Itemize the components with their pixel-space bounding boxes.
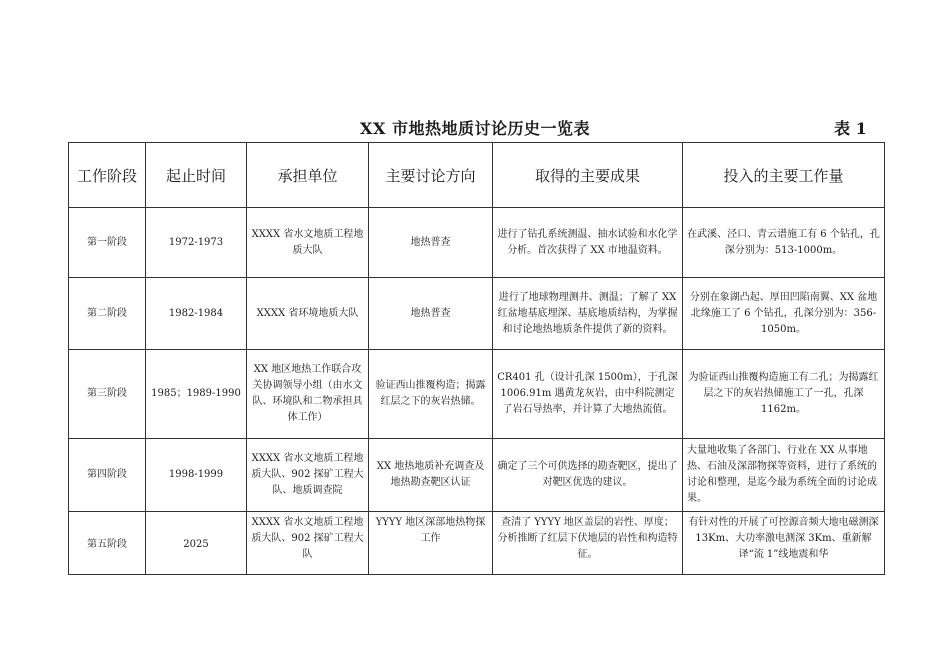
table-header-row (69, 143, 885, 208)
header-period: 起止时间 (146, 143, 247, 208)
document-title: XX 市地热地质讨论历史一览表 (360, 119, 590, 138)
cell-unit: XXXX 省水文地质工程地质大队、902 探矿工程大队 (247, 512, 369, 575)
header-workload: 投入的主要工作量 (683, 143, 885, 208)
cell-result: 进行了钻孔系统测温、抽水试验和水化学分析。首次获得了 XX 市地温资料。 (493, 208, 683, 278)
header-result: 取得的主要成果 (493, 143, 683, 208)
cell-period: 2025 (146, 512, 247, 575)
cell-result: 进行了地球物理测井、测温；了解了 XX 红盆地基底埋深、基底地质结构，为掌握和讨论地热地质条件提供了新的资料。 (493, 278, 683, 350)
cell-result: 查清了 YYYY 地区盖层的岩性、厚度；分析推断了红层下伏地层的岩性和构造特征。 (493, 512, 683, 575)
cell-direction: 地热普查 (369, 278, 493, 350)
cell-direction: 验证西山推覆构造；揭露红层之下的灰岩热储。 (369, 350, 493, 439)
cell-direction: YYYY 地区深部地热物探工作 (369, 512, 493, 575)
cell-stage: 第四阶段 (69, 439, 146, 512)
table-row (69, 350, 885, 439)
cell-result: 确定了三个可供选择的勘查靶区，提出了对靶区优选的建议。 (493, 439, 683, 512)
cell-result: CR401 孔（设计孔深 1500m），于孔深 1006.91m 遇黄龙灰岩，由中科院测定了岩石导热率，并计算了大地热流值。 (493, 350, 683, 439)
cell-period: 1985；1989-1990 (146, 350, 247, 439)
cell-period: 1972-1973 (146, 208, 247, 278)
cell-period: 1982-1984 (146, 278, 247, 350)
cell-workload: 在武溪、泾口、青云谱施工有 6 个钻孔，孔深分别为：513-1000m。 (683, 208, 885, 278)
table-row (69, 512, 885, 575)
cell-workload: 为验证西山推覆构造施工有二孔；为揭露红层之下的灰岩热储施工了一孔，孔深 1162m。 (683, 350, 885, 439)
header-direction: 主要讨论方向 (369, 143, 493, 208)
cell-direction: 地热普查 (369, 208, 493, 278)
cell-unit: XXXX 省水文地质工程地质大队、902 探矿工程大队、地质调查院 (247, 439, 369, 512)
cell-stage: 第五阶段 (69, 512, 146, 575)
history-table (68, 142, 885, 575)
cell-unit: XXXX 省水文地质工程地质大队 (247, 208, 369, 278)
cell-workload: 有针对性的开展了可控源音频大地电磁测深 13Km、大功率激电测深 3Km、重新解译“流 1”线地震和华 (683, 512, 885, 575)
cell-unit: XX 地区地热工作联合攻关协调领导小组（由水文队、环境队和二物承担具体工作） (247, 350, 369, 439)
cell-workload: 大量地收集了各部门、行业在 XX 从事地热、石油及深部物探等资料，进行了系统的讨论和整理，是迄今最为系统全面的讨论成果。 (683, 439, 885, 512)
header-unit: 承担单位 (247, 143, 369, 208)
table-row (69, 439, 885, 512)
table-row (69, 278, 885, 350)
cell-period: 1998-1999 (146, 439, 247, 512)
cell-stage: 第三阶段 (69, 350, 146, 439)
table-number-label: 表 1 (834, 119, 867, 138)
cell-direction: XX 地热地质补充调查及地热勘查靶区认证 (369, 439, 493, 512)
cell-stage: 第一阶段 (69, 208, 146, 278)
table-row (69, 208, 885, 278)
header-stage: 工作阶段 (69, 143, 146, 208)
cell-workload: 分别在象湖凸起、厚田凹陷南翼、XX 盆地北缘施工了 6 个钻孔，孔深分别为：356-1050m。 (683, 278, 885, 350)
cell-unit: XXXX 省环境地质大队 (247, 278, 369, 350)
cell-stage: 第二阶段 (69, 278, 146, 350)
